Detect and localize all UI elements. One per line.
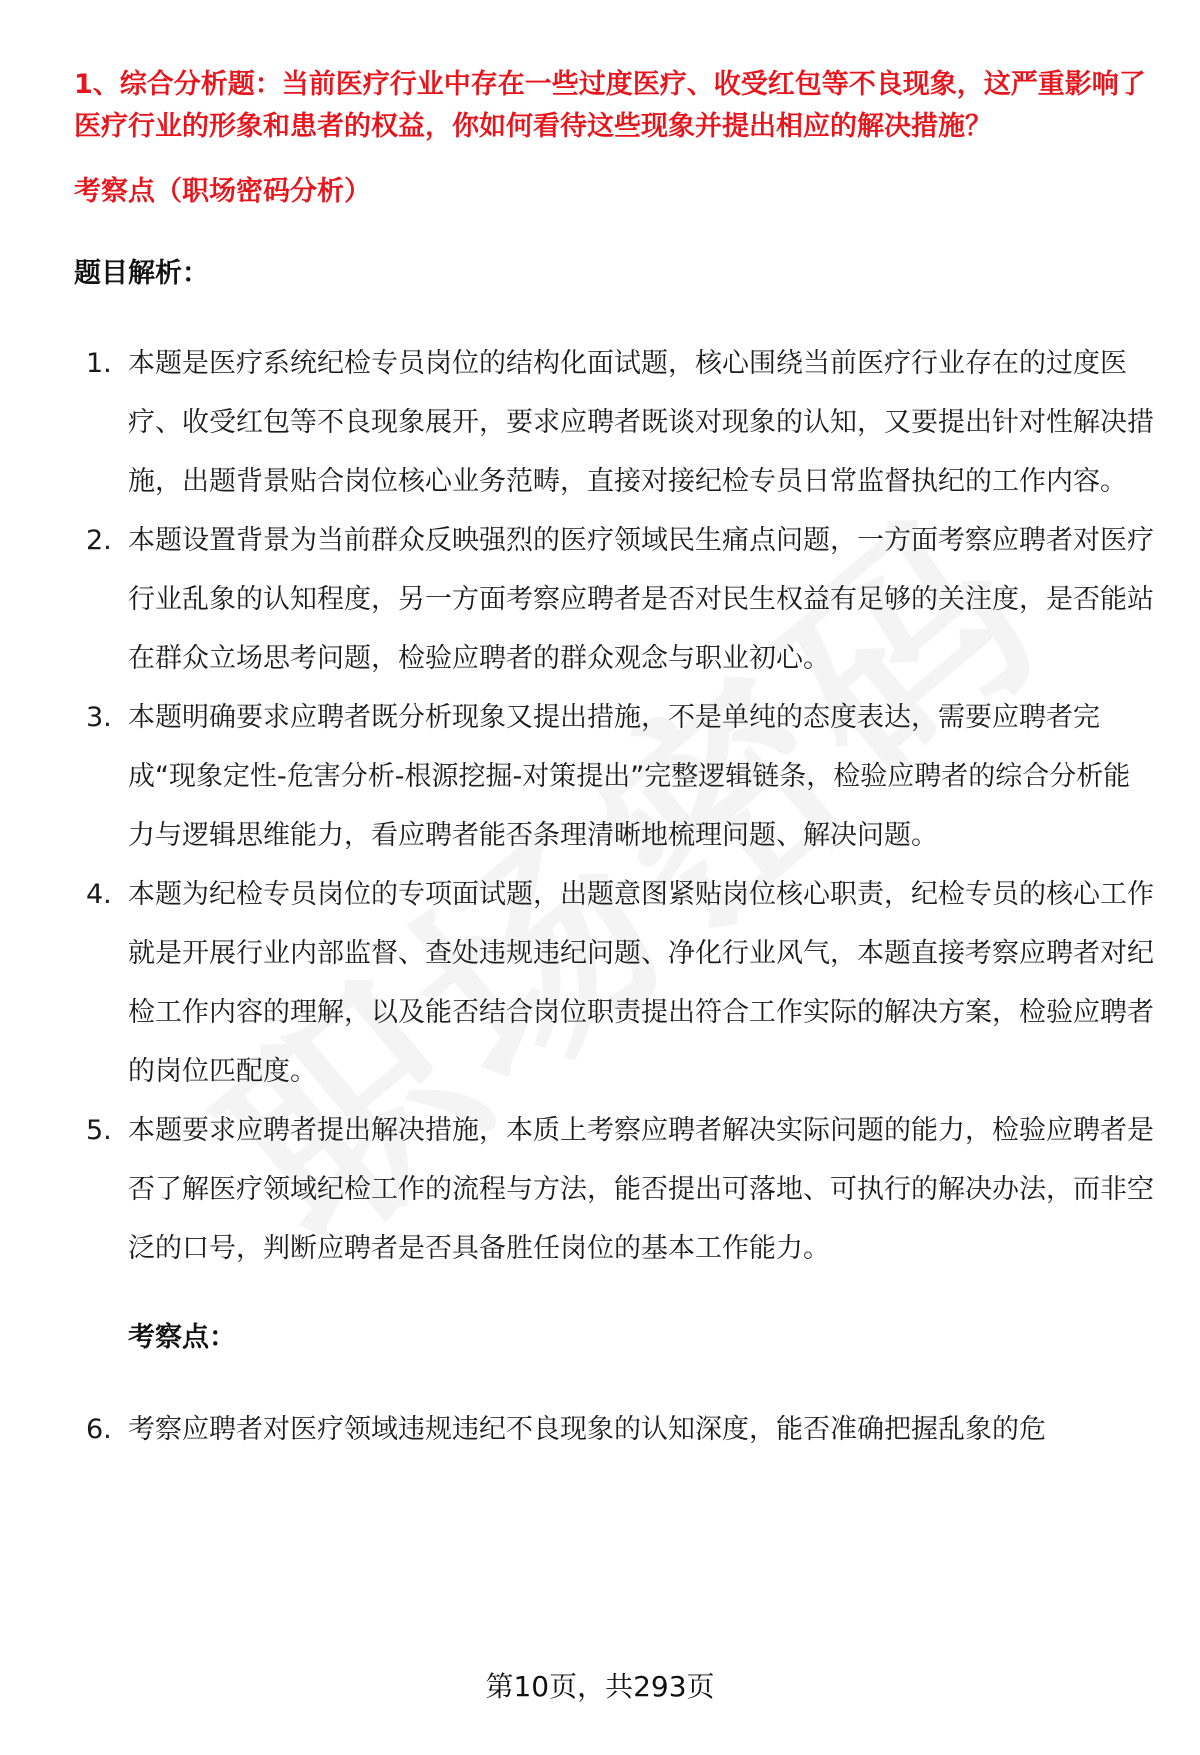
list-item-text: 本题是医疗系统纪检专员岗位的结构化面试题，核心围绕当前医疗行业存在的过度医疗、收受红包等不良现象展开，要求应聘者既谈对现象的认知，又要提出针对性解决措施，出题背景贴合岗位核心业务范畴，直接对接纪检专员日常监督执纪的工作内容。 (128, 348, 1154, 497)
question-title: 1、综合分析题：当前医疗行业中存在一些过度医疗、收受红包等不良现象，这严重影响了医疗行业的形象和患者的权益，你如何看待这些现象并提出相应的解决措施？ (74, 69, 1146, 142)
list-item-number: 5. (86, 1115, 112, 1146)
list-item-number: 1. (86, 348, 112, 379)
list-item-text: 考察应聘者对医疗领域违规违纪不良现象的认知深度，能否准确把握乱象的危 (128, 1414, 1046, 1445)
analysis-list (74, 334, 1154, 1278)
points-list (74, 1400, 1154, 1459)
list-item-number: 6. (86, 1414, 112, 1445)
document-body (74, 64, 1154, 1459)
list-item-number: 2. (86, 525, 112, 556)
page-footer: 第10页，共293页 (485, 1670, 715, 1703)
list-item (74, 334, 1154, 511)
list-item-number: 4. (86, 879, 112, 910)
list-item (74, 511, 1154, 688)
exam-point-heading: 考察点（职场密码分析） (74, 176, 371, 207)
list-item (74, 1101, 1154, 1278)
analysis-heading: 题目解析： (74, 258, 209, 289)
list-item-number: 3. (86, 702, 112, 733)
list-item-text: 本题设置背景为当前群众反映强烈的医疗领域民生痛点问题，一方面考察应聘者对医疗行业乱象的认知程度，另一方面考察应聘者是否对民生权益有足够的关注度，是否能站在群众立场思考问题，检验应聘者的群众观念与职业初心。 (128, 525, 1154, 674)
points-heading: 考察点： (128, 1322, 236, 1353)
list-item (74, 1400, 1154, 1459)
list-item-text: 本题明确要求应聘者既分析现象又提出措施，不是单纯的态度表达，需要应聘者完成“现象定性-危害分析-根源挖掘-对策提出”完整逻辑链条，检验应聘者的综合分析能力与逻辑思维能力，看应聘者能否条理清晰地梳理问题、解决问题。 (128, 702, 1131, 851)
list-item (74, 865, 1154, 1101)
list-item (74, 688, 1154, 865)
list-item-text: 本题要求应聘者提出解决措施，本质上考察应聘者解决实际问题的能力，检验应聘者是否了解医疗领域纪检工作的流程与方法，能否提出可落地、可执行的解决办法，而非空泛的口号，判断应聘者是否具备胜任岗位的基本工作能力。 (128, 1115, 1154, 1264)
list-item-text: 本题为纪检专员岗位的专项面试题，出题意图紧贴岗位核心职责，纪检专员的核心工作就是开展行业内部监督、查处违规违纪问题、净化行业风气，本题直接考察应聘者对纪检工作内容的理解，以及能否结合岗位职责提出符合工作实际的解决方案，检验应聘者的岗位匹配度。 (128, 879, 1154, 1087)
